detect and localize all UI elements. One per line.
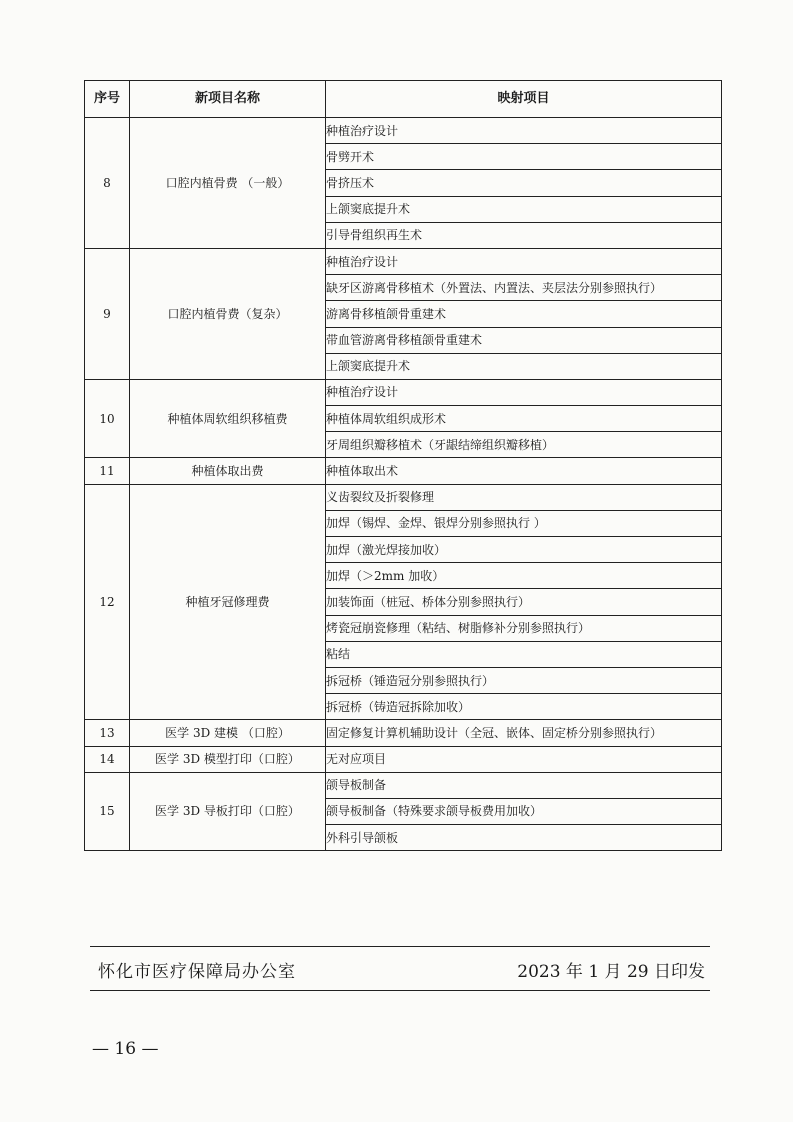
row-index: 10 xyxy=(85,379,130,458)
table-row xyxy=(85,248,722,274)
mapped-item: 颌导板制备（特殊要求颌导板费用加收） xyxy=(326,798,722,824)
mapped-item: 缺牙区游离骨移植术（外置法、内置法、夹层法分别参照执行） xyxy=(326,275,722,301)
row-index: 9 xyxy=(85,248,130,379)
table-row xyxy=(85,484,722,510)
mapped-item: 外科引导颌板 xyxy=(326,825,722,851)
mapped-item: 拆冠桥（铸造冠拆除加收） xyxy=(326,694,722,720)
page-number: — 16 — xyxy=(92,1039,159,1059)
mapped-item: 带血管游离骨移植颌骨重建术 xyxy=(326,327,722,353)
mapped-item: 加焊（锡焊、金焊、银焊分别参照执行 ） xyxy=(326,510,722,536)
mapped-item: 固定修复计算机辅助设计（全冠、嵌体、固定桥分别参照执行） xyxy=(326,720,722,746)
table-body xyxy=(85,118,722,851)
mapped-item: 上颌窦底提升术 xyxy=(326,196,722,222)
row-index: 8 xyxy=(85,118,130,249)
header-index: 序号 xyxy=(85,81,130,118)
mapped-item: 加焊（激光焊接加收） xyxy=(326,537,722,563)
mapped-item: 骨挤压术 xyxy=(326,170,722,196)
row-index: 13 xyxy=(85,720,130,746)
issue-date: 2023 年 1 月 29 日印发 xyxy=(517,962,705,982)
mapped-item: 种植治疗设计 xyxy=(326,248,722,274)
mapped-item: 游离骨移植颌骨重建术 xyxy=(326,301,722,327)
new-project-name: 种植体取出费 xyxy=(130,458,326,484)
table-row xyxy=(85,746,722,772)
mapped-item: 拆冠桥（锤造冠分别参照执行） xyxy=(326,667,722,693)
project-mapping-table xyxy=(84,80,722,851)
new-project-name: 口腔内植骨费 （一般） xyxy=(130,118,326,249)
table-row xyxy=(85,772,722,798)
mapped-item: 烤瓷冠崩瓷修理（粘结、树脂修补分别参照执行） xyxy=(326,615,722,641)
new-project-name: 医学 3D 模型打印（口腔） xyxy=(130,746,326,772)
table-row xyxy=(85,720,722,746)
header-mapping: 映射项目 xyxy=(326,81,722,118)
mapped-item: 粘结 xyxy=(326,641,722,667)
mapped-item: 无对应项目 xyxy=(326,746,722,772)
new-project-name: 口腔内植骨费（复杂） xyxy=(130,248,326,379)
footer-rule-bottom xyxy=(90,990,710,991)
mapped-item: 种植体周软组织成形术 xyxy=(326,406,722,432)
table-header-row xyxy=(85,81,722,118)
row-index: 11 xyxy=(85,458,130,484)
table-row xyxy=(85,458,722,484)
mapped-item: 种植治疗设计 xyxy=(326,379,722,405)
mapped-item: 牙周组织瓣移植术（牙龈结缔组织瓣移植） xyxy=(326,432,722,458)
mapped-item: 引导骨组织再生术 xyxy=(326,222,722,248)
mapped-item: 骨劈开术 xyxy=(326,144,722,170)
table-row xyxy=(85,379,722,405)
new-project-name: 医学 3D 导板打印（口腔） xyxy=(130,772,326,851)
row-index: 14 xyxy=(85,746,130,772)
mapped-item: 加装饰面（桩冠、桥体分别参照执行） xyxy=(326,589,722,615)
mapped-item: 种植体取出术 xyxy=(326,458,722,484)
mapped-item: 义齿裂纹及折裂修理 xyxy=(326,484,722,510)
new-project-name: 医学 3D 建模 （口腔） xyxy=(130,720,326,746)
mapped-item: 种植治疗设计 xyxy=(326,118,722,144)
footer-rule-top xyxy=(90,946,710,947)
row-index: 15 xyxy=(85,772,130,851)
row-index: 12 xyxy=(85,484,130,720)
header-name: 新项目名称 xyxy=(130,81,326,118)
new-project-name: 种植体周软组织移植费 xyxy=(130,379,326,458)
table-row xyxy=(85,118,722,144)
mapped-item: 颌导板制备 xyxy=(326,772,722,798)
new-project-name: 种植牙冠修理费 xyxy=(130,484,326,720)
mapped-item: 加焊（＞2mm 加收） xyxy=(326,563,722,589)
issuer-name: 怀化市医疗保障局办公室 xyxy=(98,962,296,982)
mapped-item: 上颌窦底提升术 xyxy=(326,353,722,379)
